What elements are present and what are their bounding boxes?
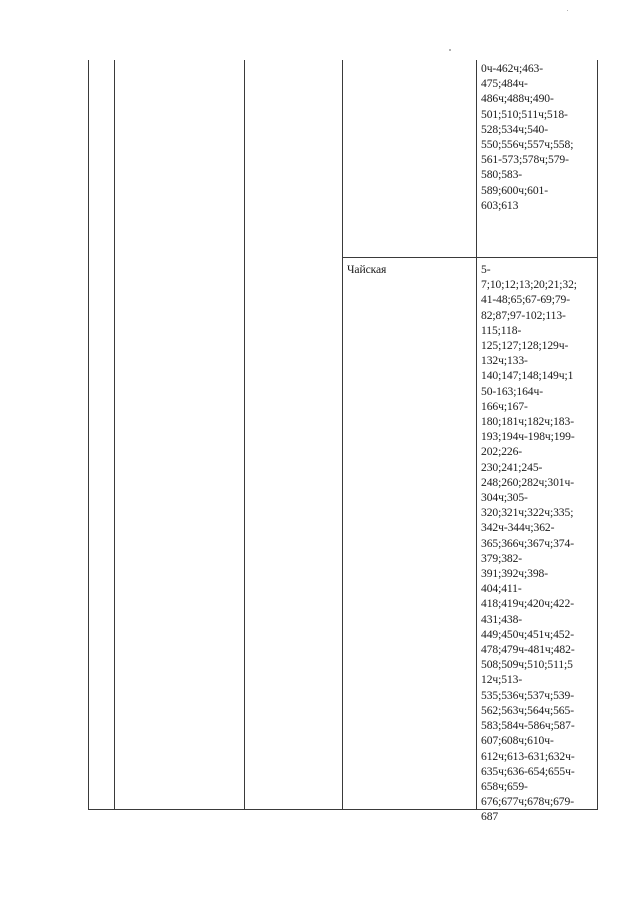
row-1-codes: 0ч-462ч;463- 475;484ч- 486ч;488ч;490- 501;510;511ч;518- 528;534ч;540- 550;556ч;557ч;558; 561-573;578ч;579- 580;583- 589;600ч;601- 603;613 bbox=[481, 62, 574, 212]
row-2-codes: 5- 7;10;12;13;20;21;32; 41-48;65;67-69;79- 82;87;97-102;113- 115;118- 125;127;128;129ч- 132ч;133- 140;147;148;149ч;1 50-163;164ч- 166ч;167- 180;181ч;182ч;183- 193;194ч-198ч;199- 202;226- 230;241;245- 248;260;282ч;301ч- 304ч;305- 320;321ч;322ч;335; 342ч-344ч;362- 365;366ч;367ч;374- 379;382- 391;392ч;398- 404;411- 418;419ч;420ч;422- 431;438- 449;450ч;451ч;452- 478;479ч-481ч;482- 508;509ч;510;511;5 12ч;513- 535;536ч;537ч;539- 562;563ч;564ч;565- 583;584ч-586ч;587- 607;608ч;610ч- 612ч;613-631;632ч- 635ч;636-654;655ч- 658ч;659- 676;677ч;678ч;679- 687 bbox=[481, 263, 577, 824]
column-border-3 bbox=[244, 60, 245, 810]
column-border-1 bbox=[88, 60, 89, 810]
scan-speck bbox=[449, 49, 451, 51]
column-border-6 bbox=[597, 60, 598, 810]
row-2-district: Чайская bbox=[347, 263, 387, 276]
column-border-2 bbox=[114, 60, 115, 810]
row-separator bbox=[342, 257, 598, 258]
scan-speck bbox=[567, 10, 568, 11]
column-border-4 bbox=[342, 60, 343, 810]
column-border-5 bbox=[476, 60, 477, 810]
